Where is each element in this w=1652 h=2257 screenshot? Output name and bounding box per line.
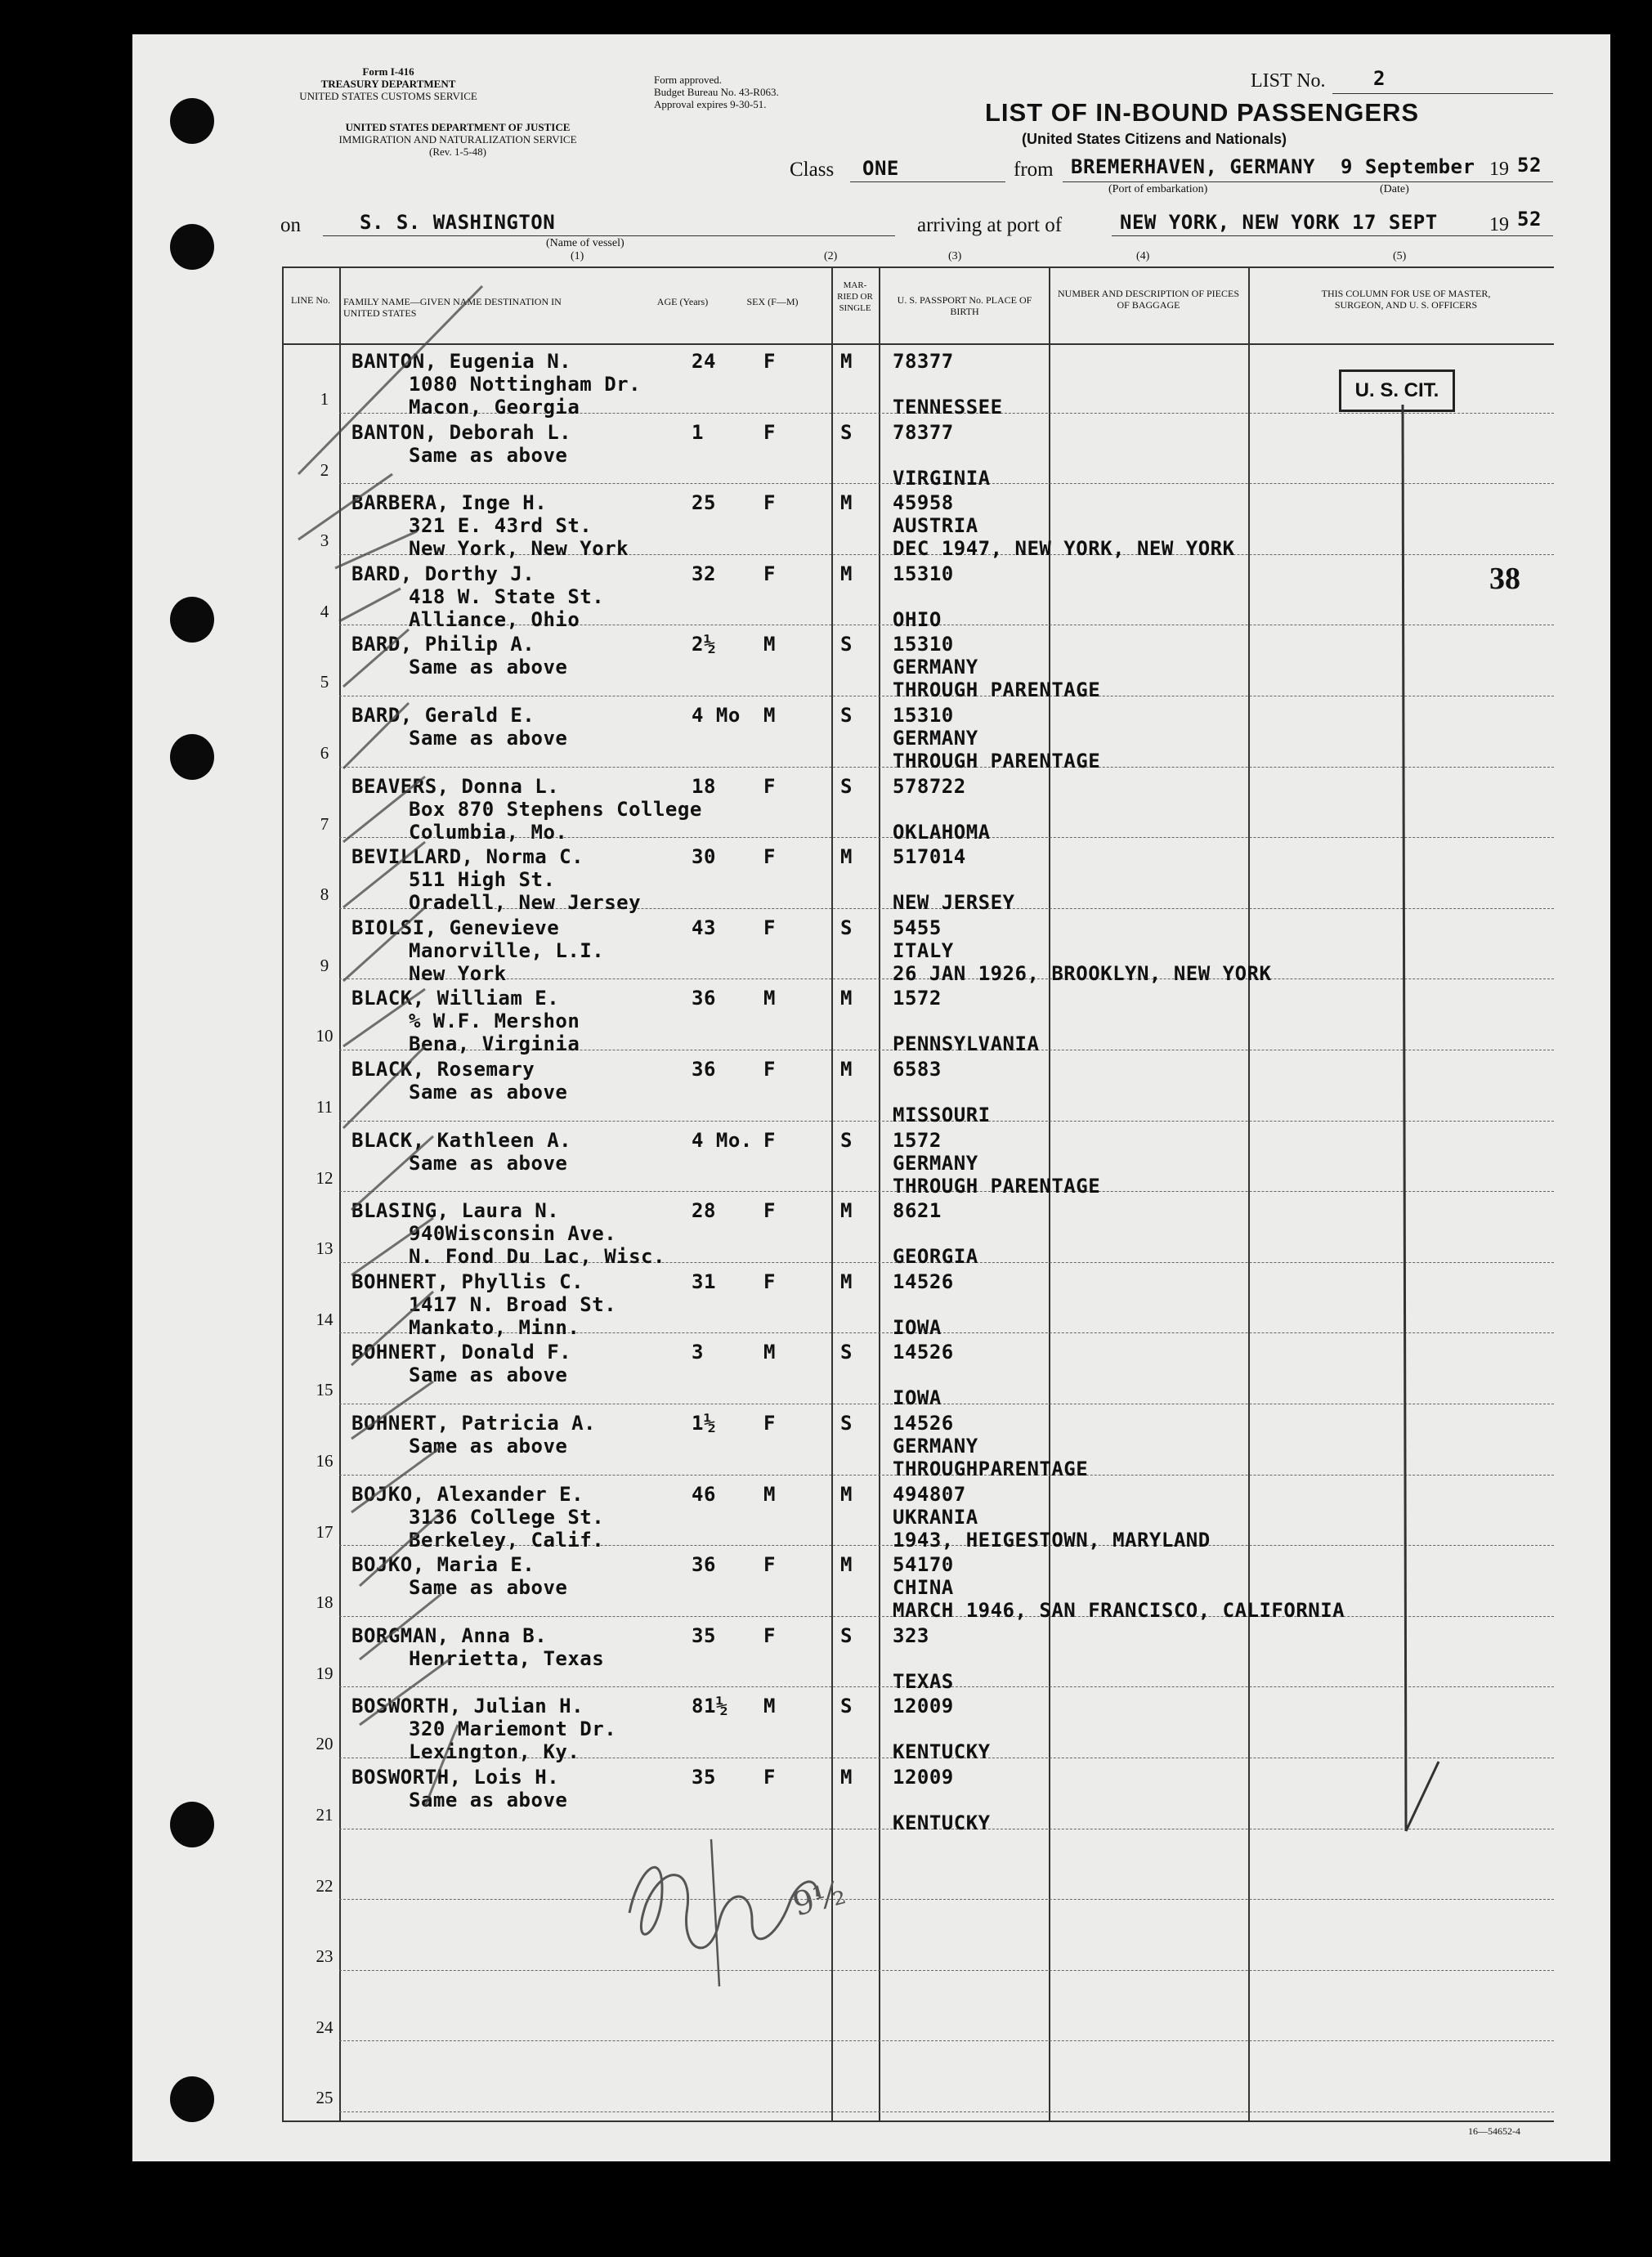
place-of-birth: GERMANY <box>893 656 978 679</box>
place-of-birth: IOWA <box>893 1386 942 1410</box>
passenger-address: 1417 N. Broad St. <box>409 1292 617 1316</box>
pencil-check-marks <box>294 270 670 1823</box>
passenger-address: 321 E. 43rd St. <box>409 514 593 538</box>
place-of-birth: TENNESSEE <box>893 396 1003 419</box>
passenger-name: BARD, Dorthy J. <box>351 562 535 585</box>
passport-number: 8621 <box>893 1199 942 1223</box>
passenger-address: 940Wisconsin Ave. <box>409 1222 617 1246</box>
passenger-marital-status: M <box>840 1553 853 1577</box>
date-caption: (Date) <box>1380 183 1409 195</box>
passenger-name: BOHNERT, Donald F. <box>351 1341 572 1364</box>
footer-code: 16—54652-4 <box>1468 2125 1520 2137</box>
class-label: Class <box>790 159 835 181</box>
place-of-birth: GEORGIA <box>893 1245 978 1269</box>
passenger-sex: F <box>763 350 776 373</box>
line-number: 8 <box>320 884 329 905</box>
revision: (Rev. 1-5-48) <box>429 146 486 158</box>
passenger-name: BARBERA, Inge H. <box>351 491 548 515</box>
passport-number: 494807 <box>893 1482 966 1506</box>
approved-line: Form approved. <box>654 74 723 86</box>
passenger-address: Same as above <box>409 1435 568 1458</box>
passenger-age: 1½ <box>692 1412 716 1435</box>
passenger-marital-status: S <box>840 1412 853 1435</box>
header-name: FAMILY NAME—GIVEN NAME DESTINATION IN UNITED STATES <box>343 296 562 319</box>
line-number: 19 <box>316 1663 334 1683</box>
passenger-address: Same as above <box>409 443 568 467</box>
passenger-address: Box 870 Stephens College <box>409 797 702 821</box>
passenger-age: 4 Mo. <box>692 1128 753 1152</box>
place-of-birth: THROUGHPARENTAGE <box>893 1458 1089 1480</box>
passenger-name: BEVILLARD, Norma C. <box>351 845 584 869</box>
passenger-name: BIOLSI, Genevieve <box>351 916 560 939</box>
passport-number: 12009 <box>893 1766 954 1789</box>
line-number: 25 <box>316 2088 334 2108</box>
passenger-age: 36 <box>692 1553 716 1577</box>
passport-number: 5455 <box>893 916 942 939</box>
passenger-marital-status: S <box>840 1341 853 1364</box>
passenger-marital-status: M <box>840 1766 853 1789</box>
passenger-address: Berkeley, Calif. <box>409 1528 605 1552</box>
approval-note <box>654 74 779 110</box>
passenger-address: 511 High St. <box>409 868 556 892</box>
passenger-name: BLACK, Kathleen A. <box>351 1128 572 1152</box>
place-of-birth: KENTUCKY <box>893 1740 991 1764</box>
passenger-marital-status: M <box>840 1058 853 1081</box>
col-num-4: (4) <box>1136 250 1150 262</box>
place-of-birth: GERMANY <box>893 1151 978 1175</box>
place-of-birth: THROUGH PARENTAGE <box>893 678 1101 702</box>
line-number: 6 <box>320 743 329 763</box>
header-line-no: LINE No. <box>291 294 330 306</box>
line-number: 22 <box>316 1875 334 1896</box>
passenger-age: 30 <box>692 845 716 869</box>
passenger-marital-status: S <box>840 704 853 727</box>
place-of-birth: PENNSYLVANIA <box>893 1032 1040 1056</box>
binder-hole <box>170 734 214 780</box>
passenger-marital-status: M <box>840 350 853 373</box>
page-title: LIST OF IN-BOUND PASSENGERS <box>985 98 1420 127</box>
col-num-5: (5) <box>1393 250 1407 262</box>
date-value: 9 September <box>1341 155 1475 178</box>
header-passport: U. S. PASSPORT No. PLACE OF BIRTH <box>897 294 1032 317</box>
passenger-address: Macon, Georgia <box>409 396 580 419</box>
port-embark-caption: (Port of embarkation) <box>1108 183 1208 195</box>
passenger-age: 81½ <box>692 1695 728 1718</box>
arrival-underline <box>1112 235 1553 236</box>
passenger-address: N. Fond Du Lac, Wisc. <box>409 1245 665 1269</box>
passenger-sex: F <box>763 1553 776 1577</box>
place-of-birth: GERMANY <box>893 727 978 750</box>
from-label: from <box>1014 159 1054 181</box>
passport-number: 578722 <box>893 774 966 798</box>
passenger-sex: F <box>763 1766 776 1789</box>
passenger-age: 24 <box>692 350 716 373</box>
place-of-birth: THROUGH PARENTAGE <box>893 1174 1101 1198</box>
line-number: 24 <box>316 2017 334 2037</box>
passenger-sex: M <box>763 987 776 1010</box>
passenger-marital-status: M <box>840 562 853 585</box>
list-no-label: LIST No. <box>1251 70 1326 92</box>
justice-header <box>270 121 646 158</box>
passenger-marital-status: M <box>840 1199 853 1223</box>
passenger-sex: F <box>763 774 776 798</box>
line-number: 11 <box>316 1097 334 1117</box>
list-no-value: 2 <box>1373 67 1386 90</box>
passenger-address: New York, New York <box>409 537 629 561</box>
year-value: 52 <box>1517 154 1542 177</box>
passenger-sex: F <box>763 1270 776 1293</box>
passenger-age: 28 <box>692 1199 716 1223</box>
passenger-sex: M <box>763 1341 776 1364</box>
passenger-sex: F <box>763 491 776 515</box>
place-of-birth: GERMANY <box>893 1435 978 1458</box>
passenger-address: New York <box>409 961 507 985</box>
passenger-address: Bena, Virginia <box>409 1032 580 1056</box>
row-divider <box>339 1970 1554 1971</box>
passenger-age: 4 Mo <box>692 704 741 727</box>
passenger-marital-status: S <box>840 1695 853 1718</box>
passenger-address: Same as above <box>409 1364 568 1387</box>
line-number: 14 <box>316 1309 334 1329</box>
passenger-age: 43 <box>692 916 716 939</box>
ins-name: IMMIGRATION AND NATURALIZATION SERVICE <box>338 133 577 146</box>
binder-hole <box>170 98 214 144</box>
passenger-address: 418 W. State St. <box>409 584 605 608</box>
passenger-address: % W.F. Mershon <box>409 1010 580 1033</box>
passport-number: 78377 <box>893 350 954 373</box>
row-divider <box>339 2111 1554 2112</box>
header-officers: THIS COLUMN FOR USE OF MASTER, SURGEON, AND U. S. OFFICERS <box>1321 288 1491 311</box>
passenger-address: Alliance, Ohio <box>409 607 580 631</box>
line-number: 12 <box>316 1167 334 1188</box>
place-of-birth: ITALY <box>893 938 954 962</box>
line-number: 2 <box>320 459 329 480</box>
passport-number: 1572 <box>893 987 942 1010</box>
arriving-label: arriving at port of <box>917 214 1063 236</box>
dept-name: TREASURY DEPARTMENT <box>320 78 456 90</box>
passenger-name: BLACK, William E. <box>351 987 560 1010</box>
place-of-birth: 1943, HEIGESTOWN, MARYLAND <box>893 1528 1211 1552</box>
year-prefix: 19 <box>1489 159 1509 180</box>
passport-number: 14526 <box>893 1270 954 1293</box>
from-value: BREMERHAVEN, GERMANY <box>1071 155 1315 178</box>
passenger-address: Lexington, Ky. <box>409 1740 580 1764</box>
col-divider-officers <box>1248 266 1250 2120</box>
passenger-age: 3 <box>692 1341 704 1364</box>
place-of-birth: THROUGH PARENTAGE <box>893 750 1101 772</box>
place-of-birth: DEC 1947, NEW YORK, NEW YORK <box>893 537 1235 561</box>
row-divider <box>339 2040 1554 2041</box>
passport-number: 14526 <box>893 1412 954 1435</box>
passport-number: 78377 <box>893 420 954 444</box>
passenger-address: Manorville, L.I. <box>409 938 605 962</box>
passenger-address: Oradell, New Jersey <box>409 891 642 915</box>
table-top-border <box>282 266 1554 268</box>
line-number: 17 <box>316 1521 334 1542</box>
binder-hole <box>170 2076 214 2122</box>
us-citizen-stamp: U. S. CIT. <box>1339 369 1455 412</box>
passenger-address: Mankato, Minn. <box>409 1315 580 1339</box>
binder-hole <box>170 224 214 270</box>
place-of-birth: VIRGINIA <box>893 466 991 490</box>
passenger-age: 46 <box>692 1482 716 1506</box>
passenger-age: 36 <box>692 1058 716 1081</box>
line-number: 3 <box>320 531 329 551</box>
passenger-name: BANTON, Eugenia N. <box>351 350 572 373</box>
passenger-age: 31 <box>692 1270 716 1293</box>
passenger-name: BOJKO, Maria E. <box>351 1553 535 1577</box>
arrival-port: NEW YORK, NEW YORK 17 SEPT <box>1120 211 1438 234</box>
passenger-sex: M <box>763 1482 776 1506</box>
place-of-birth: AUSTRIA <box>893 514 978 538</box>
passport-number: 12009 <box>893 1695 954 1718</box>
passenger-marital-status: M <box>840 1270 853 1293</box>
passenger-address: Same as above <box>409 1576 568 1600</box>
passenger-sex: F <box>763 1199 776 1223</box>
passenger-name: BORGMAN, Anna B. <box>351 1623 548 1647</box>
check-arrow-mark <box>1390 405 1471 1843</box>
line-number: 1 <box>320 389 329 409</box>
passport-number: 323 <box>893 1623 929 1647</box>
passenger-name: BOSWORTH, Julian H. <box>351 1695 584 1718</box>
passenger-sex: F <box>763 1058 776 1081</box>
line-number: 5 <box>320 672 329 692</box>
passenger-name: BEAVERS, Donna L. <box>351 774 560 798</box>
passenger-sex: F <box>763 1412 776 1435</box>
form-number: Form I-416 <box>362 65 414 78</box>
line-number: 10 <box>316 1026 334 1046</box>
class-value: ONE <box>862 157 899 180</box>
passenger-marital-status: M <box>840 845 853 869</box>
passenger-name: BOJKO, Alexander E. <box>351 1482 584 1506</box>
col-num-2: (2) <box>824 250 838 262</box>
line-number: 9 <box>320 955 329 975</box>
passenger-sex: M <box>763 633 776 656</box>
row-divider <box>339 1899 1554 1900</box>
place-of-birth: 26 JAN 1926, BROOKLYN, NEW YORK <box>893 961 1272 985</box>
place-of-birth: UKRANIA <box>893 1505 978 1529</box>
line-number: 20 <box>316 1734 334 1754</box>
place-of-birth: IOWA <box>893 1315 942 1339</box>
arrival-year-prefix: 19 <box>1489 214 1509 235</box>
line-number: 13 <box>316 1238 334 1259</box>
passenger-marital-status: S <box>840 1128 853 1152</box>
line-number: 16 <box>316 1451 334 1471</box>
line-number: 4 <box>320 601 329 621</box>
passenger-age: 1 <box>692 420 704 444</box>
passenger-sex: F <box>763 562 776 585</box>
passenger-name: BARD, Gerald E. <box>351 704 535 727</box>
place-of-birth: KENTUCKY <box>893 1811 991 1834</box>
line-number: 21 <box>316 1805 334 1825</box>
passenger-name: BOHNERT, Patricia A. <box>351 1412 596 1435</box>
header-sex: SEX (F—M) <box>746 296 799 307</box>
place-of-birth: TEXAS <box>893 1669 954 1693</box>
place-of-birth: CHINA <box>893 1576 954 1600</box>
passport-number: 15310 <box>893 704 954 727</box>
vessel-col-num: (1) <box>571 250 584 262</box>
passenger-name: BLASING, Laura N. <box>351 1199 560 1223</box>
from-underline <box>1063 181 1553 182</box>
passenger-marital-status: S <box>840 633 853 656</box>
passenger-age: 18 <box>692 774 716 798</box>
passenger-address: Columbia, Mo. <box>409 820 568 844</box>
passenger-address: Henrietta, Texas <box>409 1646 605 1670</box>
passenger-address: Same as above <box>409 1151 568 1175</box>
place-of-birth: OKLAHOMA <box>893 820 991 844</box>
page-subtitle: (United States Citizens and Nationals) <box>1022 131 1287 147</box>
place-of-birth: MISSOURI <box>893 1104 991 1126</box>
place-of-birth: NEW JERSEY <box>893 891 1015 915</box>
passenger-address: Same as above <box>409 656 568 679</box>
passenger-marital-status: M <box>840 987 853 1010</box>
table-left-border <box>282 266 284 2120</box>
passenger-marital-status: M <box>840 1482 853 1506</box>
vessel-underline <box>323 235 895 236</box>
form-header-left <box>270 65 507 102</box>
place-of-birth: MARCH 1946, SAN FRANCISCO, CALIFORNIA <box>893 1599 1345 1623</box>
passenger-sex: F <box>763 845 776 869</box>
vessel-name: S. S. WASHINGTON <box>360 211 556 234</box>
passenger-age: 32 <box>692 562 716 585</box>
passenger-name: BOSWORTH, Lois H. <box>351 1766 560 1789</box>
passenger-marital-status: S <box>840 774 853 798</box>
passenger-age: 35 <box>692 1766 716 1789</box>
passenger-sex: M <box>763 1695 776 1718</box>
passenger-marital-status: S <box>840 420 853 444</box>
binder-hole <box>170 1802 214 1847</box>
list-no-underline <box>1332 93 1553 94</box>
line-number: 7 <box>320 813 329 834</box>
passenger-age: 35 <box>692 1623 716 1647</box>
passenger-sex: F <box>763 1128 776 1152</box>
passenger-address: Same as above <box>409 727 568 750</box>
col-num-3: (3) <box>948 250 962 262</box>
header-age: AGE (Years) <box>656 296 709 307</box>
passenger-age: 25 <box>692 491 716 515</box>
signature-note: 9½ <box>789 1874 850 1924</box>
line-number: 18 <box>316 1592 334 1613</box>
passenger-address: 320 Mariemont Dr. <box>409 1717 617 1741</box>
binder-hole <box>170 597 214 643</box>
on-label: on <box>280 214 301 236</box>
passport-number: 15310 <box>893 633 954 656</box>
passenger-sex: F <box>763 916 776 939</box>
passenger-sex: M <box>763 704 776 727</box>
class-underline <box>850 181 1005 182</box>
officer-count: 38 <box>1489 562 1520 596</box>
passenger-name: BARD, Philip A. <box>351 633 535 656</box>
passenger-marital-status: S <box>840 1623 853 1647</box>
justice-name: UNITED STATES DEPARTMENT OF JUSTICE <box>345 121 571 133</box>
service-name: UNITED STATES CUSTOMS SERVICE <box>299 90 477 102</box>
passenger-age: 36 <box>692 987 716 1010</box>
passport-number: 45958 <box>893 491 954 515</box>
passenger-age: 2½ <box>692 633 716 656</box>
passenger-address: Same as above <box>409 1081 568 1104</box>
passenger-sex: F <box>763 1623 776 1647</box>
passenger-address: Same as above <box>409 1789 568 1811</box>
passenger-address: 3136 College St. <box>409 1505 605 1529</box>
vessel-caption: (Name of vessel) <box>546 237 625 249</box>
passport-number: 14526 <box>893 1341 954 1364</box>
line-number: 23 <box>316 1946 334 1967</box>
table-bottom-border <box>282 2120 1554 2122</box>
passenger-address: 1080 Nottingham Dr. <box>409 373 642 396</box>
header-married: MAR-RIED OR SINGLE <box>837 280 873 313</box>
line-number: 15 <box>316 1380 334 1400</box>
expires-line: Approval expires 9-30-51. <box>654 98 767 110</box>
passport-number: 1572 <box>893 1128 942 1152</box>
place-of-birth: OHIO <box>893 607 942 631</box>
header-baggage: NUMBER AND DESCRIPTION OF PIECES OF BAGGAGE <box>1057 288 1240 311</box>
passenger-name: BLACK, Rosemary <box>351 1058 535 1081</box>
passenger-marital-status: M <box>840 491 853 515</box>
passport-number: 6583 <box>893 1058 942 1081</box>
arrival-year: 52 <box>1517 208 1542 231</box>
passenger-name: BOHNERT, Phyllis C. <box>351 1270 584 1293</box>
passenger-sex: F <box>763 420 776 444</box>
passenger-name: BANTON, Deborah L. <box>351 420 572 444</box>
passport-number: 54170 <box>893 1553 954 1577</box>
passport-number: 15310 <box>893 562 954 585</box>
passport-number: 517014 <box>893 845 966 869</box>
passenger-marital-status: S <box>840 916 853 939</box>
budget-line: Budget Bureau No. 43-R063. <box>654 86 779 98</box>
